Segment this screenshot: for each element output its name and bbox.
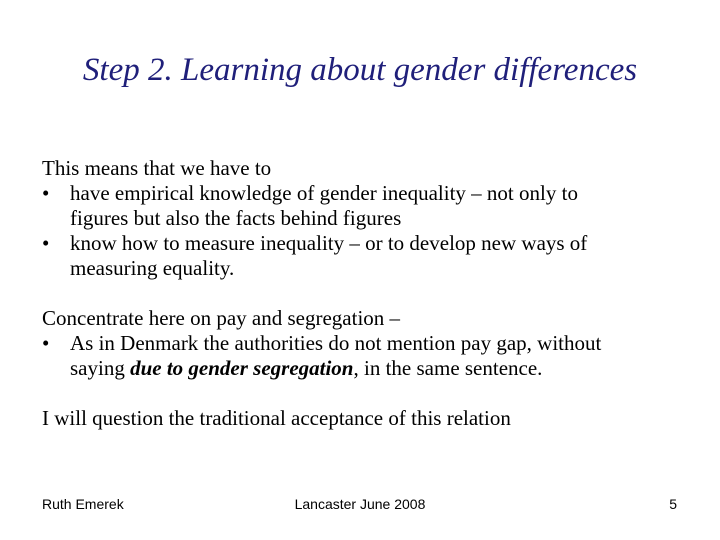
footer-author: Ruth Emerek (42, 496, 124, 512)
slide-title: Step 2. Learning about gender differences (82, 52, 638, 88)
bullet-dot: • (42, 231, 50, 255)
bullet-line: measuring equality. (70, 256, 235, 280)
bullet-emphasis-text: due to gender segregation (130, 356, 354, 380)
intro-text: This means that we have to (42, 156, 272, 180)
bullet-item (42, 181, 702, 231)
bullet-text-post: , in the same sentence. (353, 356, 543, 380)
bullet-line: As in Denmark the authorities do not mention pay gap, without (70, 331, 602, 355)
slide-body (42, 156, 702, 431)
bullet-line: have empirical knowledge of gender inequality – not only to (70, 181, 578, 205)
bullet-dot: • (42, 181, 50, 205)
bullet-line: figures but also the facts behind figures (70, 206, 402, 230)
bullet-text-pre: saying (70, 356, 131, 380)
closing-text: I will question the traditional acceptance of this relation (42, 406, 511, 430)
bullet-line: know how to measure inequality – or to develop new ways of (70, 231, 588, 255)
footer-event: Lancaster June 2008 (294, 496, 426, 512)
bullet-item (42, 231, 702, 281)
bullet-line-with-emphasis (70, 356, 702, 381)
bullet-item (42, 331, 702, 381)
bullet-dot: • (42, 331, 50, 355)
footer-page-number: 5 (669, 496, 677, 512)
section2-intro: Concentrate here on pay and segregation – (42, 306, 401, 330)
